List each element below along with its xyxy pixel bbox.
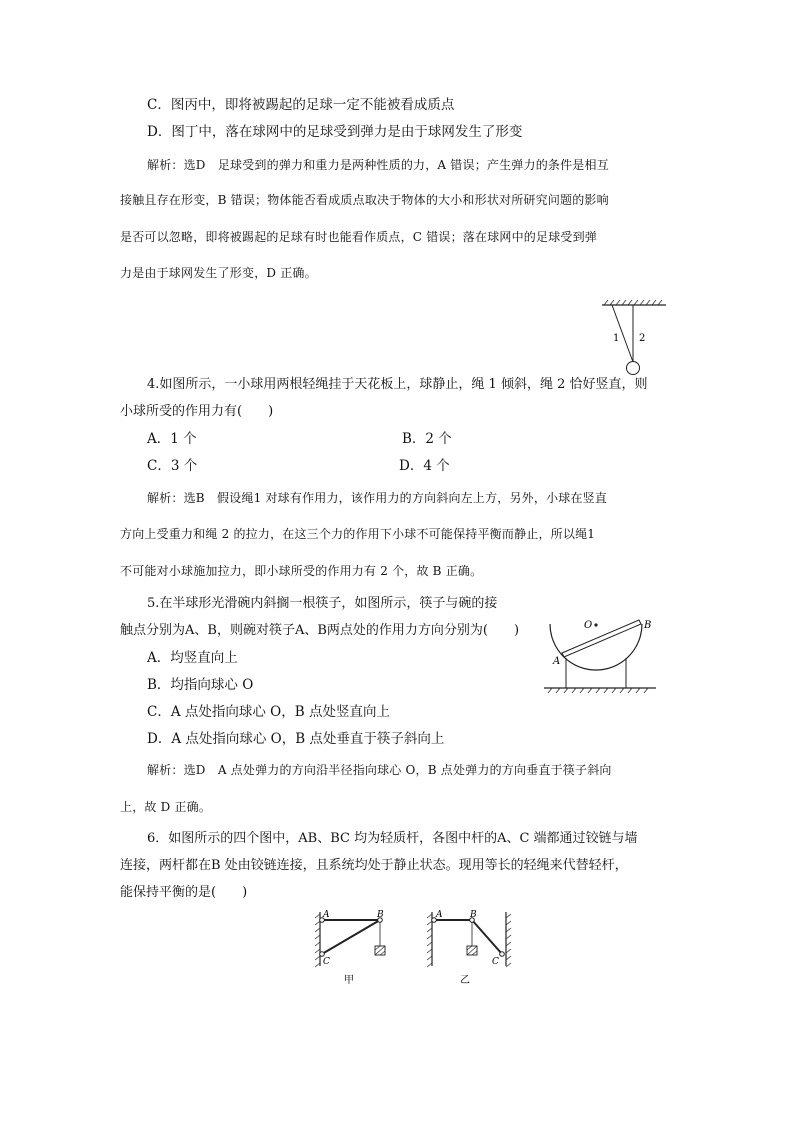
q4-string-1-label: 1 <box>613 333 620 344</box>
q4-string-2-label: 2 <box>639 333 646 344</box>
q5-figure-bowl-chopstick <box>538 612 662 694</box>
q3-option-d: D．图丁中，落在球网中的足球受到弹力是由于球网发生了形变 <box>147 124 523 140</box>
q4-answer-line-1: 解析：选B 假设绳1 对球有作用力，该作用力的方向斜向左上方，另外，小球在竖直 <box>147 491 608 505</box>
q5-center-o-label: O <box>584 620 593 631</box>
q6-yi-caption: 乙 <box>460 975 470 986</box>
q5-stem-line-2: 触点分别为A、B，则碗对筷子A、B两点处的作用力方向分别为( ) <box>120 623 520 638</box>
q5-point-a-label: A <box>553 656 561 667</box>
q6-stem-line-3: 能保持平衡的是( ) <box>120 885 248 900</box>
q6-figure-yi <box>424 908 514 988</box>
q3-answer-line-3: 是否可以忽略，即将被踢起的足球有时也能看作质点，C 错误；落在球网中的足球受到弹 <box>120 230 597 244</box>
q6-stem-line-1: 6．如图所示的四个图中，AB、BC 均为轻质杆，各图中杆的A、C 端都通过铰链与墙 <box>147 831 638 846</box>
q4-stem-line-1: 4.如图所示，一小球用两根轻绳挂于天花板上，球静止，绳 1 倾斜，绳 2 恰好竖直，则 <box>147 377 648 392</box>
q6-yi-label-b: B <box>470 910 477 920</box>
q4-option-d: D．4 个 <box>399 458 450 474</box>
q4-answer-line-2: 方向上受重力和绳 2 的拉力，在这三个力的作用下小球不可能保持平衡而静止，所以绳1 <box>120 527 596 541</box>
q5-stem-line-1: 5.在半球形光滑碗内斜搁一根筷子，如图所示，筷子与碗的接 <box>147 596 498 611</box>
q4-option-b: B．2 个 <box>402 431 452 447</box>
q4-option-c: C．3 个 <box>147 458 198 474</box>
q5-option-c: C．A 点处指向球心 O，B 点处竖直向上 <box>147 704 390 720</box>
q4-answer-line-3: 不可能对小球施加拉力，即小球所受的作用力有 2 个，故 B 正确。 <box>120 564 483 578</box>
q6-jia-label-c: C <box>323 957 330 967</box>
q6-jia-label-b: B <box>377 910 384 920</box>
q3-answer-line-4: 力是由于球网发生了形变，D 正确。 <box>120 266 317 280</box>
q4-figure-hanging-ball <box>598 297 670 379</box>
q6-stem-line-2: 连接，两杆都在B 处由铰链连接，且系统均处于静止状态。现用等长的轻绳来代替轻杆， <box>120 858 628 873</box>
q6-yi-label-a: A <box>436 910 443 920</box>
q4-option-a: A．1 个 <box>147 431 197 447</box>
q6-figure-jia <box>312 908 394 988</box>
q3-answer-line-1: 解析：选D 足球受到的弹力和重力是两种性质的力，A 错误；产生弹力的条件是相互 <box>147 158 609 172</box>
q5-point-b-label: B <box>644 620 652 631</box>
q6-jia-caption: 甲 <box>344 975 354 986</box>
q6-jia-label-a: A <box>323 910 330 920</box>
q3-answer-line-2: 接触且存在形变，B 错误；物体能否看成质点取决于物体的大小和形状对所研究问题的影响 <box>120 193 609 207</box>
q5-answer-line-1: 解析：选D A 点处弹力的方向沿半径指向球心 O，B 点处弹力的方向垂直于筷子斜向 <box>147 763 612 777</box>
q5-option-d: D．A 点处指向球心 O，B 点处垂直于筷子斜向上 <box>147 731 445 747</box>
q3-option-c: C．图丙中，即将被踢起的足球一定不能被看成质点 <box>147 97 455 113</box>
q5-option-a: A．均竖直向上 <box>147 650 238 666</box>
q5-answer-line-2: 上，故 D 正确。 <box>120 800 212 814</box>
q5-option-b: B．均指向球心 O <box>147 677 254 693</box>
q4-stem-line-2: 小球所受的作用力有( ) <box>120 404 274 419</box>
q6-yi-label-c: C <box>492 957 499 967</box>
